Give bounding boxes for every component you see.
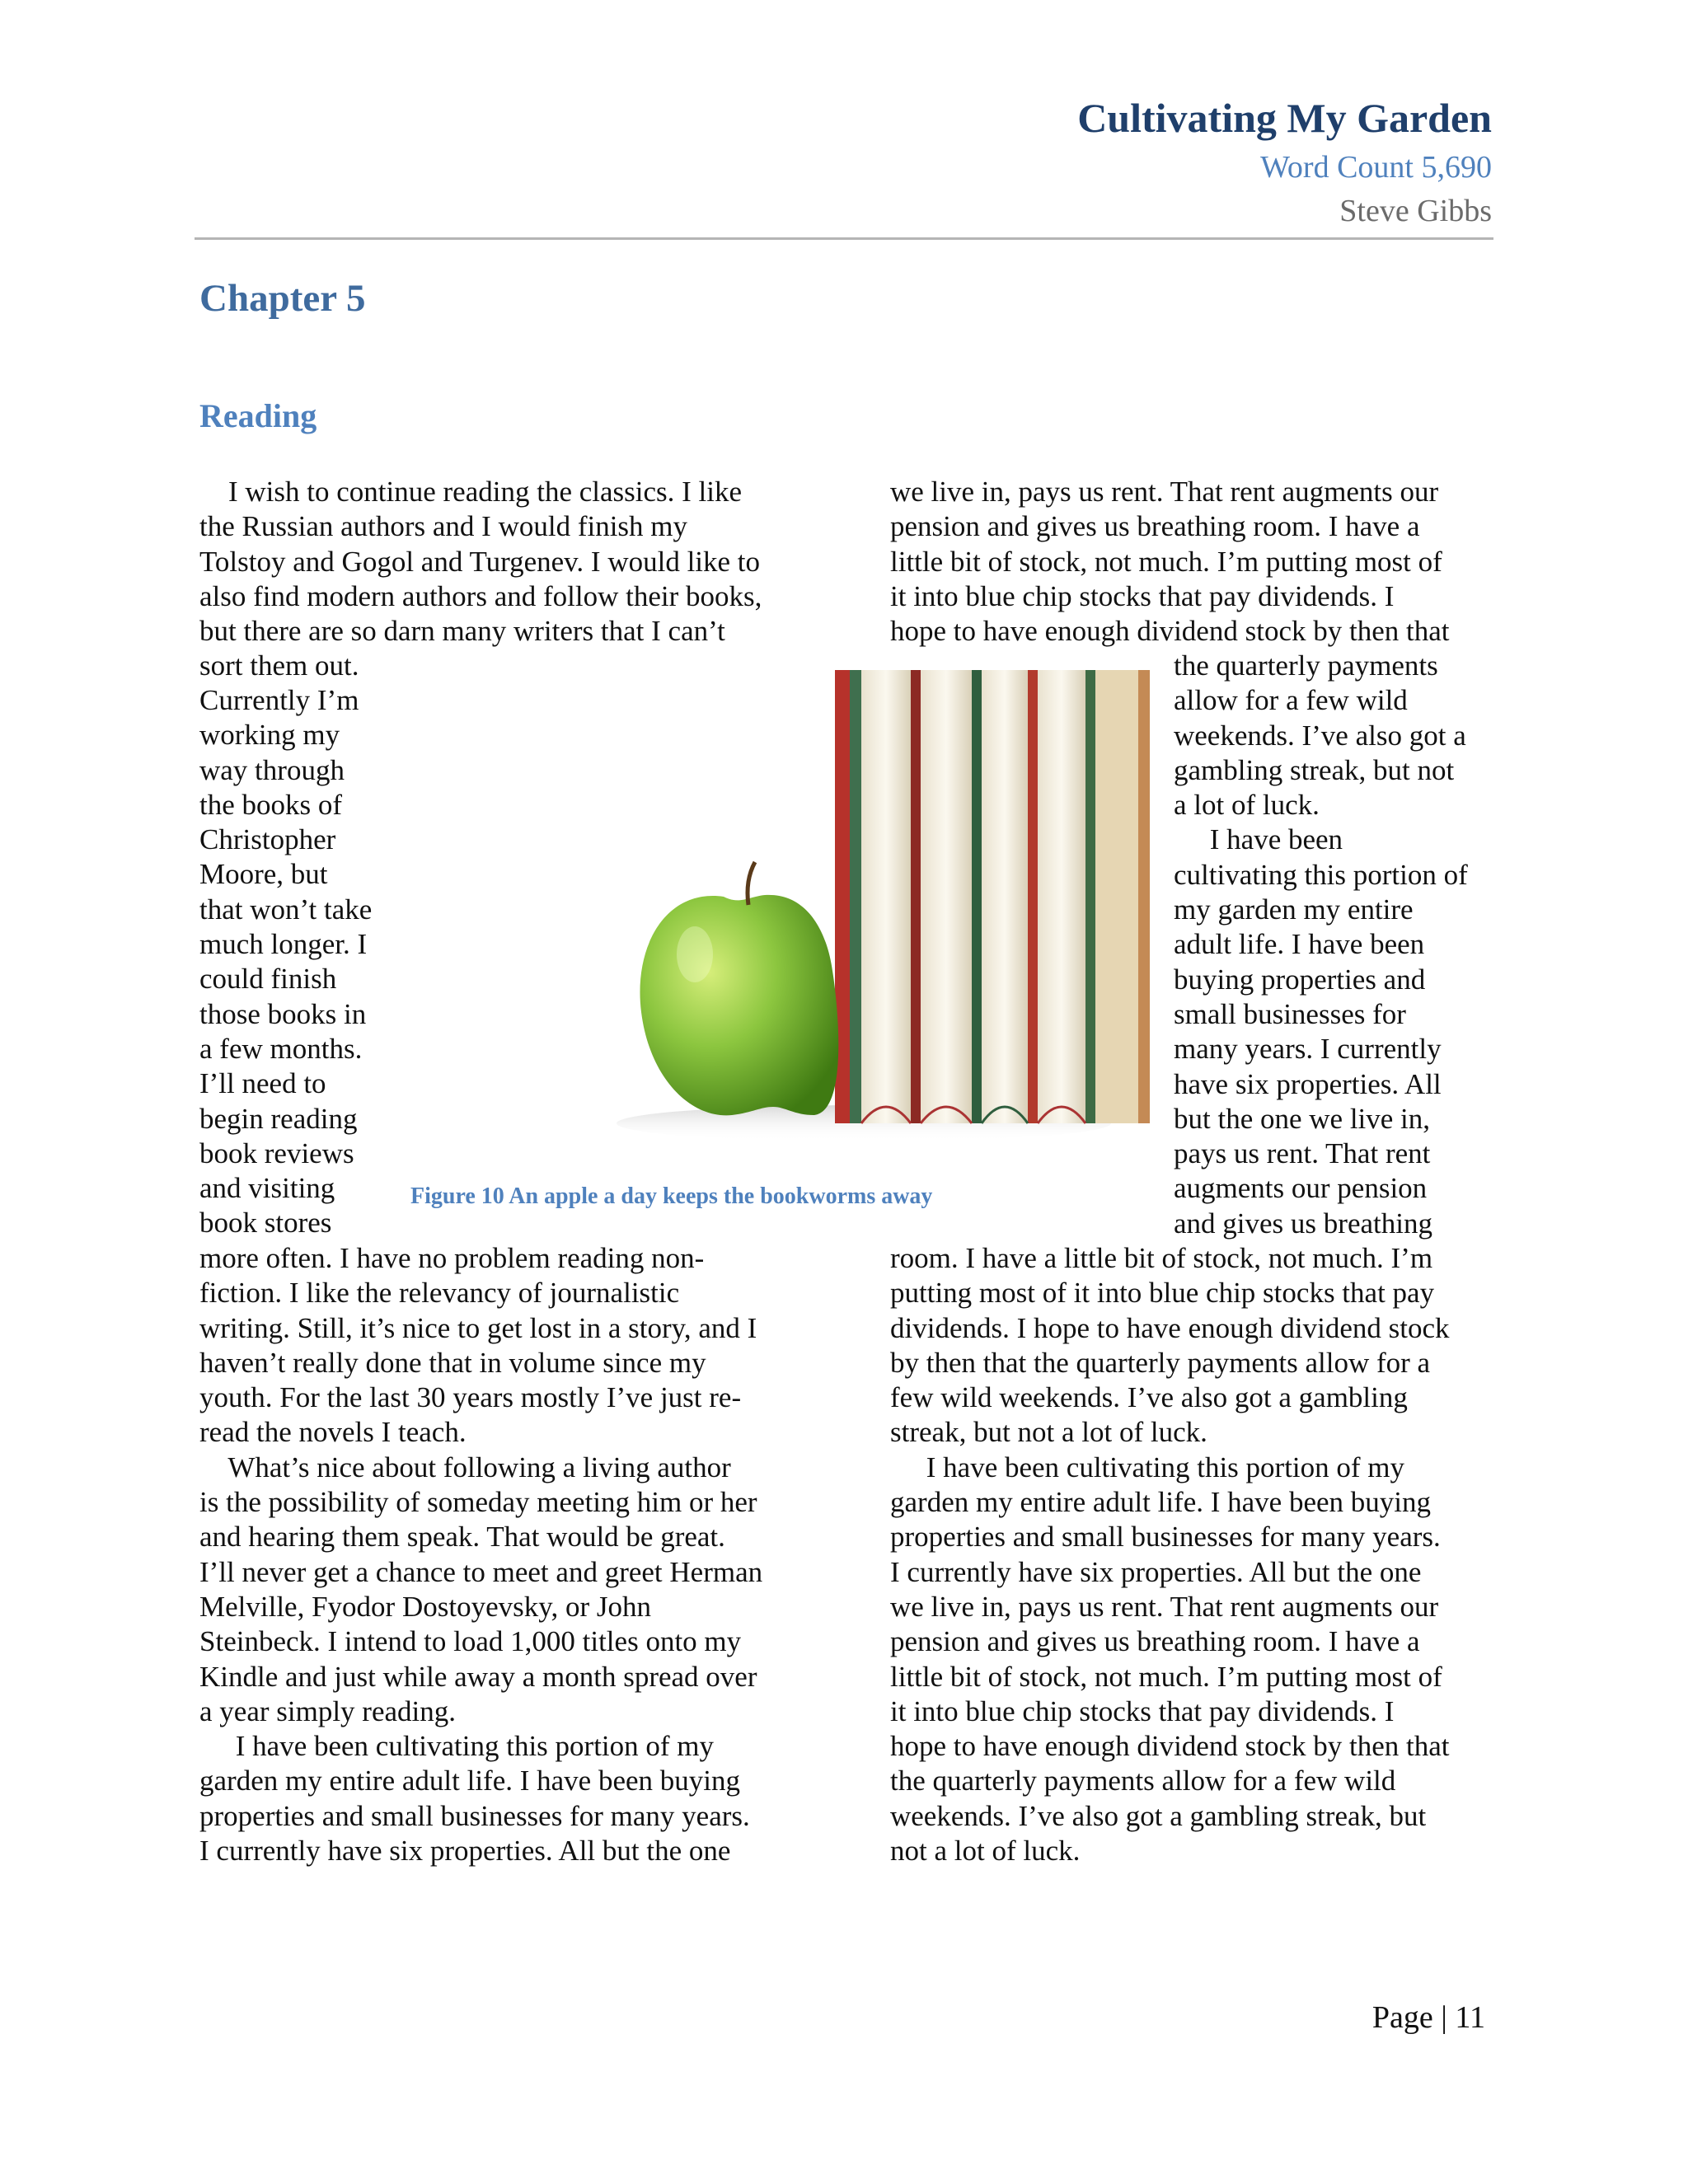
text-line: I have been	[1174, 823, 1343, 856]
text-line: book reviews	[199, 1137, 354, 1169]
text-line: it into blue chip stocks that pay dividends. I	[890, 1694, 1395, 1727]
text-line: begin reading	[199, 1102, 358, 1135]
text-line: but there are so darn many writers that I can’t	[199, 615, 725, 648]
chapter-heading: Chapter 5	[199, 277, 366, 320]
text-line: properties and small businesses for many years.	[199, 1799, 750, 1832]
text-line: small businesses for	[1174, 997, 1406, 1030]
text-line: have six properties. All	[1174, 1067, 1442, 1100]
text-line: I wish to continue reading the classics. I like	[199, 476, 743, 508]
text-line: Steinbeck. I intend to load 1,000 titles onto my	[199, 1625, 742, 1658]
text-line: my garden my entire	[1174, 893, 1414, 926]
text-line: and visiting	[199, 1172, 335, 1205]
text-line: working my	[199, 719, 340, 752]
text-line: I’ll never get a chance to meet and greet Herman	[199, 1555, 763, 1588]
text-line: gambling streak, but not	[1174, 753, 1455, 786]
text-line: but the one we live in,	[1174, 1102, 1431, 1135]
text-line: haven’t really done that in volume since my	[199, 1346, 706, 1379]
text-line: augments our pension	[1174, 1172, 1428, 1205]
text-line: a lot of luck.	[1174, 789, 1320, 822]
figure-caption: Figure 10 An apple a day keeps the bookworms away	[410, 1183, 933, 1209]
text-line: Currently I’m	[199, 684, 359, 716]
text-line: could finish	[199, 963, 337, 996]
text-line: hope to have enough dividend stock by then that	[890, 1730, 1450, 1763]
text-line: much longer. I	[199, 928, 368, 961]
right-column-top	[890, 475, 1449, 649]
text-line: putting most of it into blue chip stocks that pay	[890, 1277, 1435, 1310]
text-line: also find modern authors and follow their books,	[199, 579, 762, 612]
text-line: garden my entire adult life. I have been buying	[890, 1486, 1432, 1519]
text-line: properties and small businesses for many years.	[890, 1521, 1441, 1554]
text-line: room. I have a little bit of stock, not much. I’m	[890, 1242, 1433, 1274]
text-line: streak, but not a lot of luck.	[890, 1416, 1207, 1449]
text-line: we live in, pays us rent. That rent augments our	[890, 1590, 1439, 1623]
text-line: I currently have six properties. All but the one	[199, 1835, 731, 1868]
text-line: dividends. I hope to have enough dividend stock	[890, 1311, 1450, 1344]
page-header	[1077, 92, 1492, 232]
text-line: youth. For the last 30 years mostly I’ve just re-	[199, 1381, 742, 1414]
page-number: Page | 11	[1372, 2000, 1485, 2035]
left-column-bottom	[199, 1241, 762, 1868]
text-line: a few months.	[199, 1032, 363, 1065]
text-line: garden my entire adult life. I have been buying	[199, 1765, 741, 1797]
text-line: Melville, Fyodor Dostoyevsky, or John	[199, 1590, 651, 1623]
apple-and-books-illustration	[617, 666, 1160, 1160]
text-line: cultivating this portion of	[1174, 858, 1468, 891]
text-line: weekends. I’ve also got a gambling streak, but	[890, 1799, 1427, 1832]
text-line: I have been cultivating this portion of my	[199, 1730, 715, 1763]
text-line: pension and gives us breathing room. I have a	[890, 510, 1420, 543]
text-line: that won’t take	[199, 893, 373, 926]
section-heading: Reading	[199, 397, 317, 434]
text-line: way through	[199, 753, 345, 786]
header-divider	[195, 237, 1493, 240]
text-line: allow for a few wild	[1174, 684, 1408, 717]
text-line: little bit of stock, not much. I’m putting most of	[890, 1660, 1442, 1693]
text-line: little bit of stock, not much. I’m putting most of	[890, 545, 1442, 578]
text-line: a year simply reading.	[199, 1694, 457, 1727]
word-count: Word Count 5,690	[1260, 150, 1492, 185]
text-line: those books in	[199, 997, 367, 1030]
right-column-wrap	[1174, 649, 1468, 1241]
text-line: buying properties and	[1174, 963, 1426, 996]
text-line: the quarterly payments	[1174, 649, 1438, 682]
text-line: Kindle and just while away a month spread over	[199, 1660, 757, 1693]
text-line: the books of	[199, 788, 343, 821]
apple-icon	[640, 862, 838, 1115]
apple-books-figure	[617, 666, 1160, 1160]
text-line: I currently have six properties. All but the one	[890, 1555, 1422, 1588]
text-line: and hearing them speak. That would be great.	[199, 1521, 725, 1554]
text-line: read the novels I teach.	[199, 1416, 467, 1449]
books-stack-icon	[835, 670, 1150, 1123]
text-line: Moore, but	[199, 858, 328, 891]
text-line: the Russian authors and I would finish my	[199, 510, 688, 543]
text-line: writing. Still, it’s nice to get lost in a story, and I	[199, 1311, 757, 1344]
text-line: more often. I have no problem reading non-	[199, 1242, 705, 1274]
book-title: Cultivating My Garden	[1077, 95, 1492, 141]
left-column-wrap	[199, 683, 372, 1241]
text-line: many years. I currently	[1174, 1033, 1442, 1066]
text-line: Tolstoy and Gogol and Turgenev. I would like to	[199, 545, 761, 578]
text-line: few wild weekends. I’ve also got a gambling	[890, 1381, 1408, 1414]
text-line: is the possibility of someday meeting him or her	[199, 1486, 757, 1519]
text-line: hope to have enough dividend stock by then that	[890, 615, 1450, 648]
text-line: adult life. I have been	[1174, 928, 1425, 961]
text-line: pays us rent. That rent	[1174, 1137, 1431, 1170]
text-line: What’s nice about following a living author	[199, 1451, 731, 1483]
text-line: the quarterly payments allow for a few wild	[890, 1765, 1396, 1797]
text-line: fiction. I like the relevancy of journalistic	[199, 1277, 680, 1310]
text-line: Christopher	[199, 823, 336, 856]
text-line: by then that the quarterly payments allow for a	[890, 1346, 1431, 1379]
text-line: it into blue chip stocks that pay dividends. I	[890, 579, 1395, 612]
text-line: sort them out.	[199, 649, 359, 682]
text-line: not a lot of luck.	[890, 1835, 1081, 1868]
text-line: we live in, pays us rent. That rent augments our	[890, 476, 1439, 508]
text-line: and gives us breathing	[1174, 1207, 1432, 1240]
right-column-bottom	[890, 1241, 1449, 1868]
left-column-top	[199, 475, 762, 684]
text-line: book stores	[199, 1207, 332, 1240]
text-line: pension and gives us breathing room. I have a	[890, 1625, 1420, 1658]
text-line: I have been cultivating this portion of my	[890, 1451, 1405, 1483]
author-name: Steve Gibbs	[1339, 194, 1492, 228]
text-line: weekends. I’ve also got a	[1174, 719, 1466, 752]
text-line: I’ll need to	[199, 1067, 326, 1100]
